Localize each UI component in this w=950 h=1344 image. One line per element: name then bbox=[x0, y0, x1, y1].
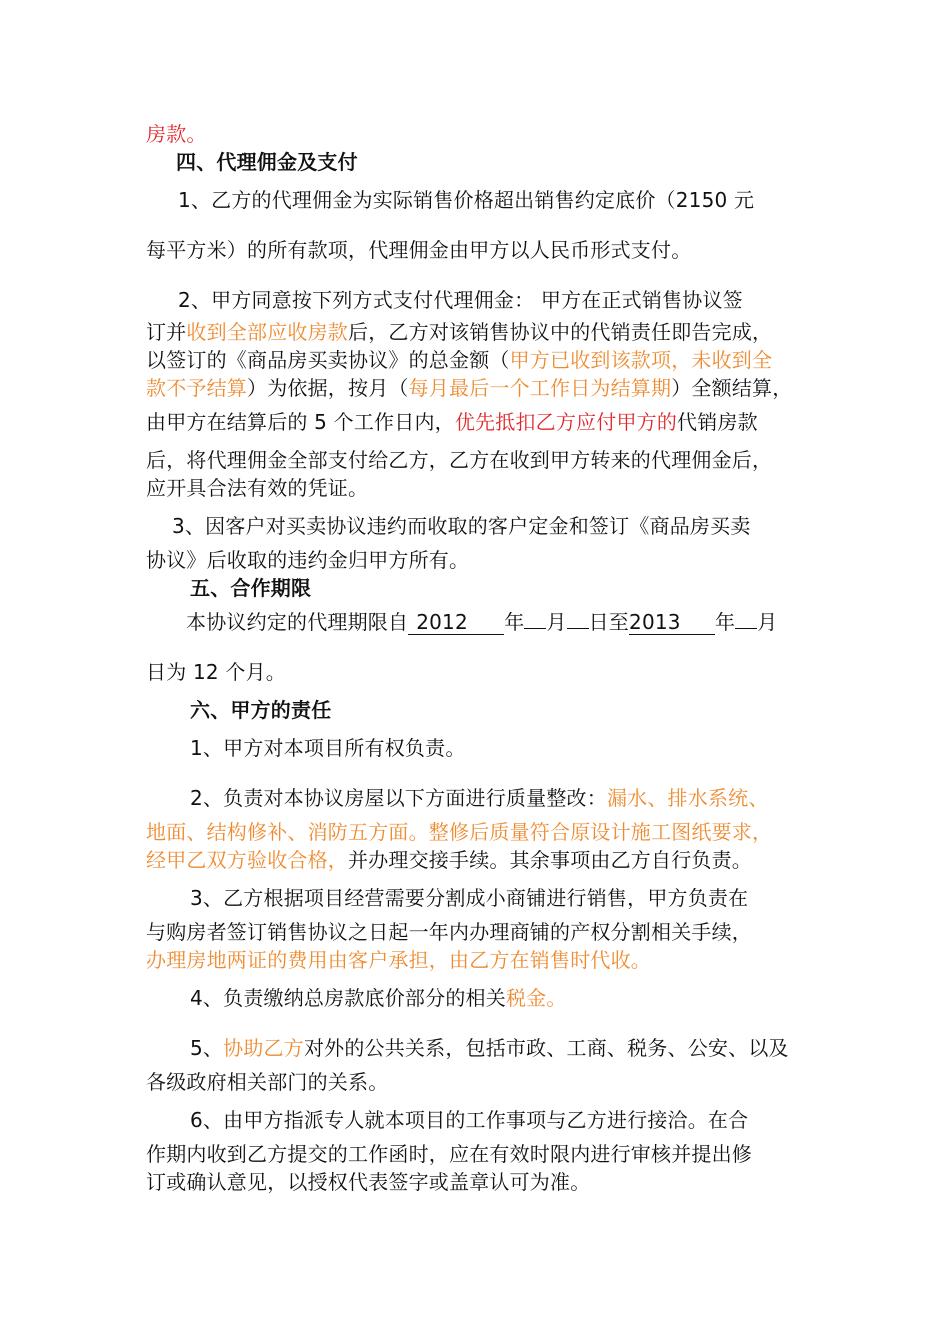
text-line bbox=[146, 236, 691, 264]
text: 本协议约定的代理期限自 bbox=[186, 610, 409, 634]
text: 并办理交接手续。其余事项由乙方自行负责。 bbox=[348, 848, 752, 872]
text-line bbox=[146, 318, 772, 346]
text-line bbox=[186, 608, 777, 636]
text-line bbox=[146, 946, 651, 974]
text: 日为 12 个月。 bbox=[146, 660, 286, 684]
text: 6、由甲方指派专人就本项目的工作事项与乙方进行接洽。在合 bbox=[190, 1108, 749, 1132]
text: 作期内收到乙方提交的工作函时，应在有效时限内进行审核并提出修 bbox=[146, 1142, 752, 1166]
text: 年 bbox=[504, 610, 525, 634]
highlight-text: 优先抵扣乙方应付甲方的 bbox=[454, 410, 678, 434]
text: 房款。 bbox=[146, 122, 207, 146]
text-line bbox=[146, 346, 772, 374]
text: 3、因客户对买卖协议违约而收取的客户定金和签订《商品房买卖 bbox=[172, 514, 751, 538]
text-line bbox=[190, 784, 769, 812]
text: 由甲方在结算后的 5 个工作日内， bbox=[146, 410, 455, 434]
text: 月 bbox=[546, 610, 567, 634]
fill-in-year: 2012 bbox=[408, 610, 504, 635]
text-line bbox=[146, 446, 772, 474]
highlight-text: 甲方已收到该款项，未收到全 bbox=[509, 348, 773, 372]
text: 月 bbox=[757, 610, 778, 634]
text: 日至 bbox=[588, 610, 630, 634]
highlight-text: 经甲乙双方验收合格， bbox=[146, 848, 348, 872]
text: 1、乙方的代理佣金为实际销售价格超出销售约定底价（2150 元 bbox=[178, 188, 755, 212]
highlight-text: 协助乙方 bbox=[223, 1036, 304, 1060]
text-line bbox=[190, 734, 466, 762]
section-heading bbox=[176, 148, 358, 176]
heading-text: 四、代理佣金及支付 bbox=[176, 150, 358, 174]
text: 4、负责缴纳总房款底价部分的相关 bbox=[190, 986, 506, 1010]
text: 2、负责对本协议房屋以下方面进行质量整改： bbox=[190, 786, 607, 810]
text: 代销房款 bbox=[677, 410, 758, 434]
heading-text: 五、合作期限 bbox=[190, 576, 312, 600]
highlight-text: 税金。 bbox=[505, 986, 567, 1010]
fill-in-year: 2013 bbox=[629, 610, 715, 635]
text-line bbox=[146, 818, 772, 846]
text-line bbox=[146, 1068, 388, 1096]
text-line bbox=[146, 658, 286, 686]
highlight-text: 办理房地两证的费用由客户承担，由乙方在销售时代收。 bbox=[146, 948, 651, 972]
text: 每平方米）的所有款项，代理佣金由甲方以人民币形式支付。 bbox=[146, 238, 692, 262]
fill-in-blank bbox=[735, 628, 757, 629]
section-heading bbox=[190, 574, 311, 602]
text: 5、 bbox=[190, 1036, 224, 1060]
fill-in-blank bbox=[524, 628, 546, 629]
text-line bbox=[190, 1034, 789, 1062]
text: 与购房者签订销售协议之日起一年内办理商铺的产权分割相关手续， bbox=[146, 920, 752, 944]
text-line bbox=[146, 120, 207, 148]
text: 年 bbox=[715, 610, 736, 634]
text-line bbox=[146, 846, 752, 874]
heading-text: 六、甲方的责任 bbox=[190, 698, 332, 722]
text: 对外的公共关系，包括市政、工商、税务、公安、以及 bbox=[303, 1036, 789, 1060]
text: ）为依据，按月（ bbox=[247, 376, 409, 400]
highlight-text: 收到全部应收房款 bbox=[186, 320, 349, 344]
text: 订并 bbox=[146, 320, 187, 344]
section-heading bbox=[190, 696, 331, 724]
text: ）全额结算， bbox=[671, 376, 793, 400]
text-line bbox=[172, 512, 751, 540]
highlight-text: 每月最后一个工作日为结算期 bbox=[408, 376, 672, 400]
text: 应开具合法有效的凭证。 bbox=[146, 476, 369, 500]
highlight-text: 漏水、排水系统、 bbox=[606, 786, 769, 810]
text-line bbox=[146, 374, 792, 402]
text: 2、甲方同意按下列方式支付代理佣金： 甲方在正式销售协议签 bbox=[178, 288, 743, 312]
text: 订或确认意见，以授权代表签字或盖章认可为准。 bbox=[146, 1170, 591, 1194]
text: 以签订的《商品房买卖协议》的总金额（ bbox=[146, 348, 510, 372]
text: 后，将代理佣金全部支付给乙方，乙方在收到甲方转来的代理佣金后， bbox=[146, 448, 773, 472]
text-line bbox=[146, 546, 469, 574]
text-line bbox=[190, 1106, 748, 1134]
text: 协议》后收取的违约金归甲方所有。 bbox=[146, 548, 470, 572]
text-line bbox=[146, 474, 368, 502]
text: 3、乙方根据项目经营需要分割成小商铺进行销售，甲方负责在 bbox=[190, 886, 749, 910]
highlight-text: 款不予结算 bbox=[146, 376, 247, 400]
fill-in-blank bbox=[567, 628, 589, 629]
text-line bbox=[190, 884, 748, 912]
text-line bbox=[190, 984, 567, 1012]
text-line bbox=[146, 408, 758, 436]
highlight-text: 地面、结构修补、消防五方面。整修后质量符合原设计施工图纸要求， bbox=[146, 820, 773, 844]
text: 后，乙方对该销售协议中的代销责任即告完成， bbox=[348, 320, 773, 344]
text-line bbox=[178, 286, 743, 314]
text-line bbox=[178, 186, 754, 214]
text: 1、甲方对本项目所有权负责。 bbox=[190, 736, 466, 760]
text-line bbox=[146, 918, 752, 946]
text-line bbox=[146, 1168, 590, 1196]
text-line bbox=[146, 1140, 752, 1168]
text: 各级政府相关部门的关系。 bbox=[146, 1070, 389, 1094]
